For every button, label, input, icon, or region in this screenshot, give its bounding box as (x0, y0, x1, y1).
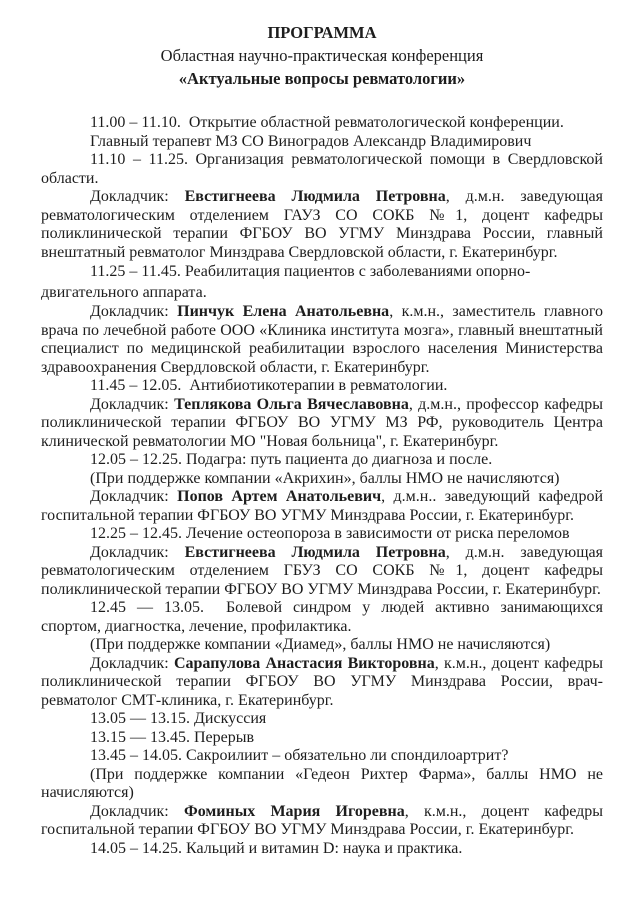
session-time-line: 12.05 – 12.25. Подагра: путь пациента до диагноза и после. (90, 451, 493, 468)
program-body (41, 114, 603, 858)
speaker-name: Попов Артем Анатольевич (177, 488, 382, 505)
session-time-line: 13.45 – 14.05. Сакроилиит – обязательно ли спондилоартрит? (90, 747, 509, 764)
speaker-line (41, 188, 603, 262)
document-header (41, 21, 603, 90)
speaker-name: Теплякова Ольга Вячеславовна (174, 395, 409, 413)
sponsor-note: (При поддержке компании «Диамед», баллы НМО не начисляются) (90, 636, 551, 653)
speaker-label: Докладчик: (90, 654, 174, 672)
speaker-line (41, 544, 603, 600)
session-time-line: 12.25 – 12.45. Лечение остеопороза в зависимости от риска переломов (90, 525, 570, 542)
speaker-name: Сарапулова Анастасия Викторовна (173, 654, 435, 672)
sponsor-note: (При поддержке компании «Акрихин», баллы НМО не начисляются) (90, 469, 560, 487)
speaker-line (41, 488, 603, 525)
conference-name: «Актуальные вопросы ревматологии» (178, 69, 466, 88)
speaker-label: Докладчик: (90, 188, 185, 205)
session-time-line: 14.05 – 14.25. Кальций и витамин D: наука и практика. (90, 839, 463, 857)
speaker-line (41, 303, 603, 377)
session-time-line: 11.00 – 11.10. Открытие областной ревматологической конференции. (90, 114, 564, 131)
speaker-label: Докладчик: (90, 488, 178, 505)
session-time-line: 11.45 – 12.05. Антибиотикотерапии в ревматологии. (90, 377, 448, 394)
speaker-line (41, 655, 603, 711)
session-time-line: 12.45 — 13.05. Болевой синдром у людей активно занимающихся спортом, диагностка, лечение, профилактика. (41, 599, 603, 635)
speaker-details: , к.м.н., заместитель главного врача по лечебной работе ООО «Клиника института мозга», главный внештатный специалист по медицинской реабилитации взрослого населения Министерства здравоохранения Свердловской области, г. Екатеринбург. (41, 303, 603, 376)
speaker-details: , д.м.н. заведующая ревматологическим отделением ГБУЗ СО СОКБ №1, доцент кафедры поликлинической терапии ФГБОУ ВО УГМУ Минздрава России, г. Екатеринбург. (41, 543, 604, 598)
document-title: ПРОГРАММА (267, 23, 377, 42)
session-time-line: 11.25 – 11.45. Реабилитация пациентов с заболеваниями опорно-двигательного аппарата. (41, 263, 531, 301)
session-time-line: 13.15 — 13.45. Перерыв (90, 728, 255, 746)
session-time-line: 13.05 — 13.15. Дискуссия (90, 710, 267, 727)
document-subtitle: Областная научно-практическая конференция (160, 46, 484, 65)
speaker-line (41, 396, 603, 452)
speaker-label: Докладчик: (90, 395, 175, 413)
speaker-details: , к.м.н., доцент кафедры поликлинической терапии ФГБОУ ВО УГМУ Минздрава России, врач-ревматолог СМТ-клиника, г. Екатеринбург. (41, 654, 603, 709)
speaker-label: Докладчик: (90, 303, 178, 320)
session-time-line: 11.10 – 11.25. Организация ревматологической помощи в Свердловской области. (41, 151, 603, 187)
speaker-name: Евстигнеева Людмила Петровна (184, 188, 446, 205)
speaker-name: Пинчук Елена Анатольевна (177, 303, 390, 320)
speaker-name: Фоминых Мария Игоревна (183, 802, 405, 820)
sponsor-note: (При поддержке компании «Гедеон Рихтер Фарма», баллы НМО не начисляются) (41, 765, 603, 801)
speaker-name: Евстигнеева Людмила Петровна (184, 543, 446, 561)
session-chair-line: Главный терапевт МЗ СО Виноградов Александр Владимирович (90, 132, 532, 150)
speaker-label: Докладчик: (90, 543, 185, 561)
speaker-details: , д.м.н. заведующая ревматологическим отделением ГАУЗ СО СОКБ №1, доцент кафедры поликлинической терапии ФГБОУ ВО УГМУ Минздрава России, главный внештатный ревматолог Минздрава Свердловской области, г. Екатеринбург. (41, 188, 604, 261)
speaker-line (41, 803, 603, 840)
speaker-details: , к.м.н., доцент кафедры госпитальной терапии ФГБОУ ВО УГМУ Минздрава России, г. Екатеринбург. (41, 802, 604, 838)
speaker-details: , д.м.н.. заведующий кафедрой госпитальной терапии ФГБОУ ВО УГМУ Минздрава России, г. Екатеринбург. (41, 488, 604, 524)
speaker-details: , д.м.н., профессор кафедры поликлинической терапии ФГБОУ ВО УГМУ МЗ РФ, руководитель Центра клинической ревматологии МО "Новая больница", г. Екатеринбург. (41, 395, 604, 450)
speaker-label: Докладчик: (90, 802, 184, 820)
